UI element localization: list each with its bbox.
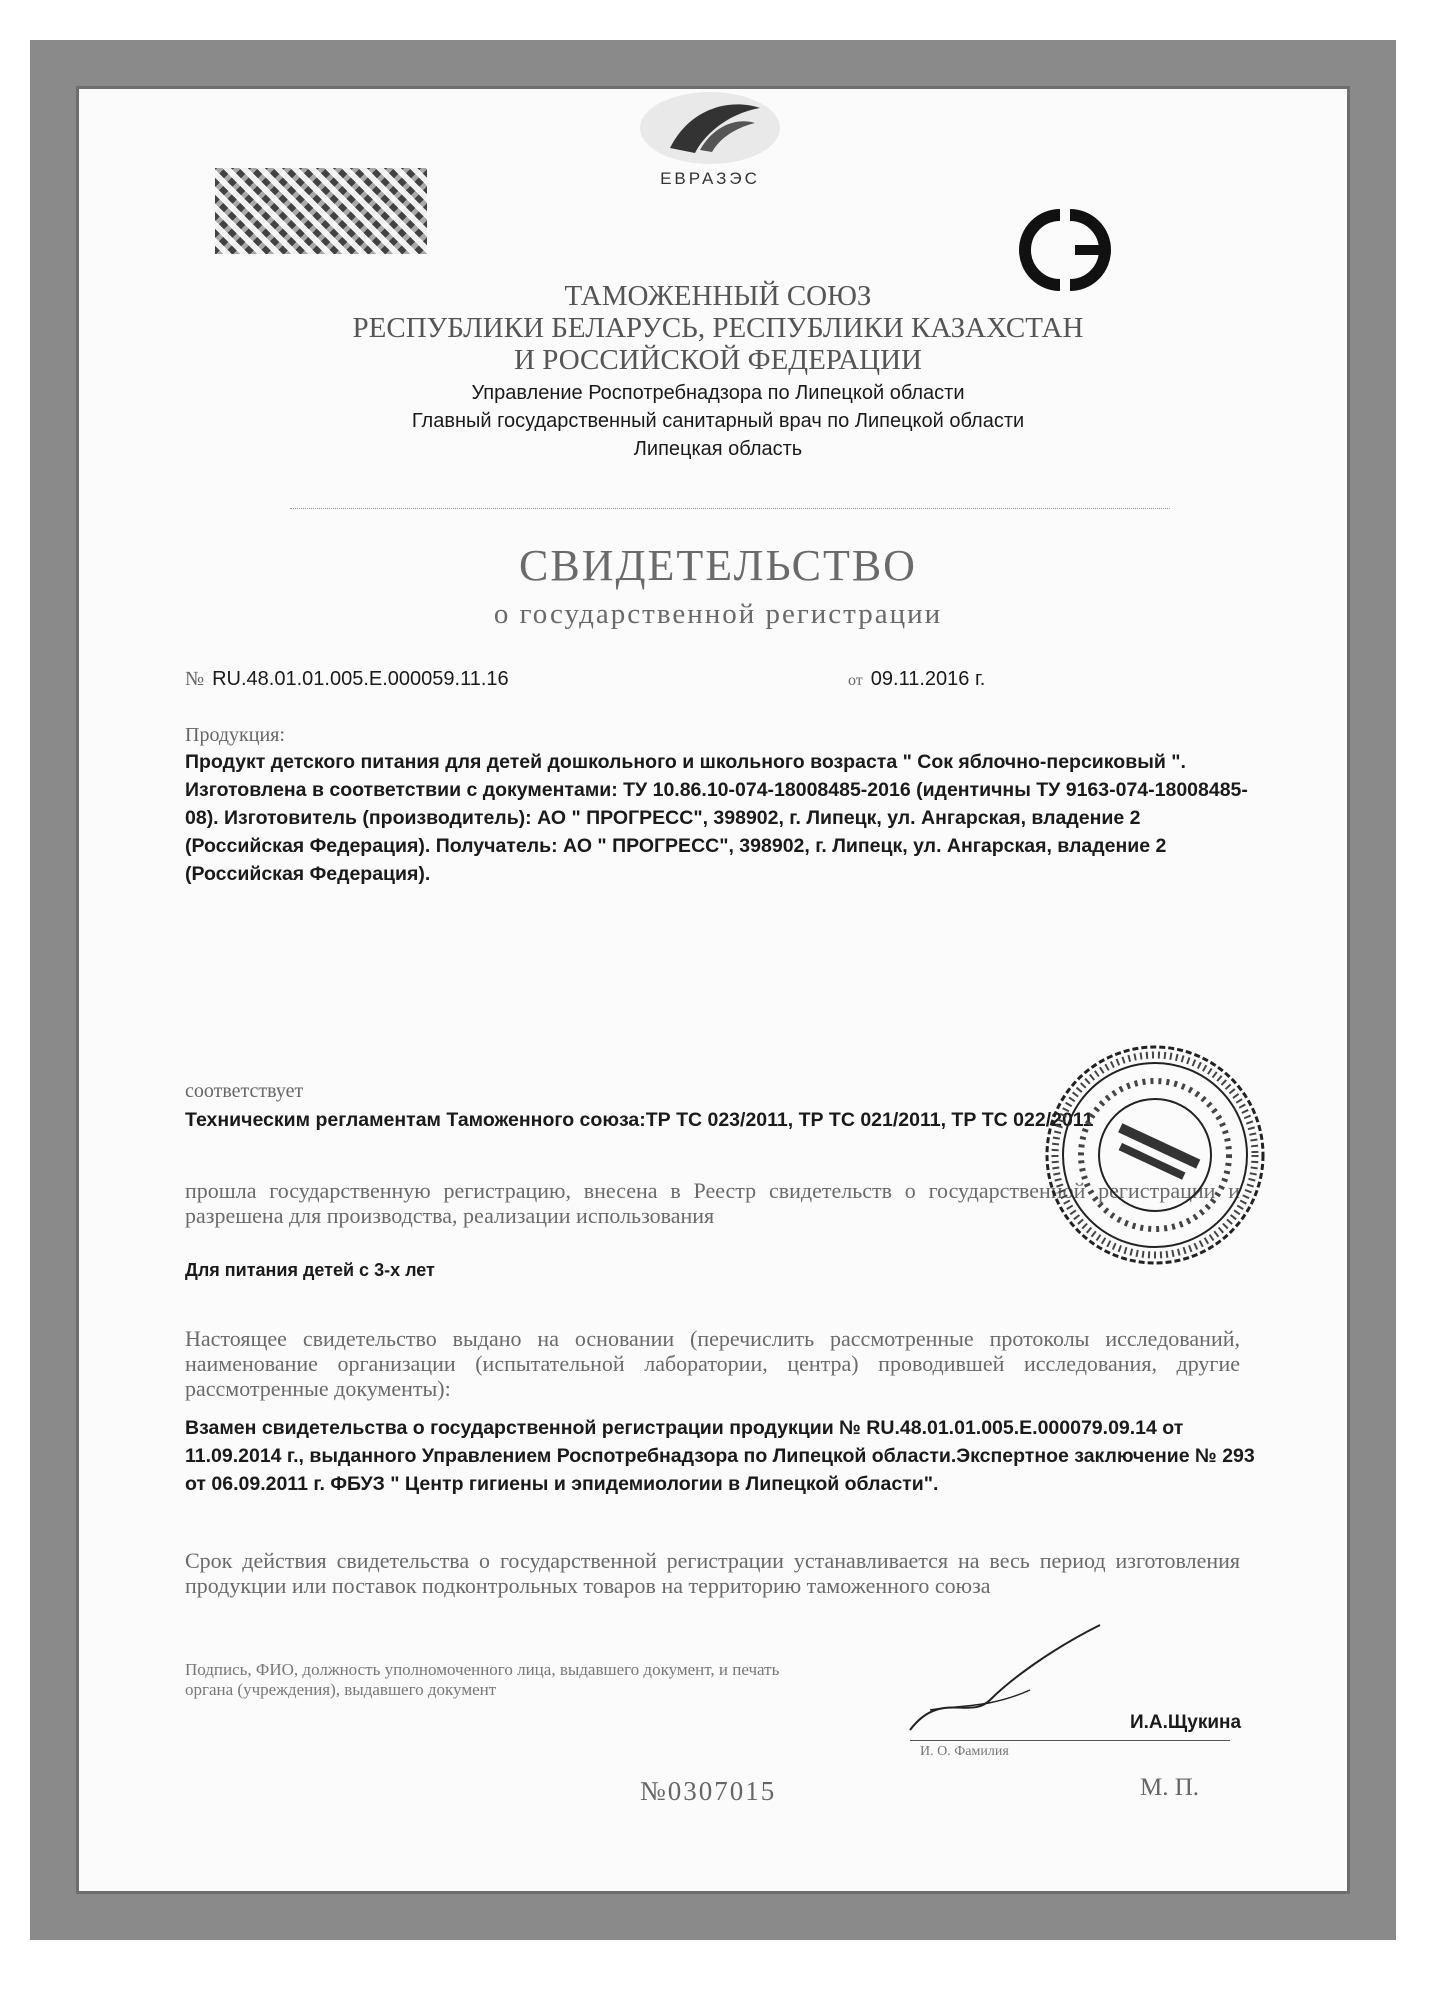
emblem-label: ЕВРАЗЭС <box>660 169 760 188</box>
document-title: СВИДЕТЕЛЬСТВО <box>519 541 917 590</box>
validity-text: Срок действия свидетельства о государственной регистрации устанавливается на весь период изготовления продукции или поставок подконтрольных товаров на территорию таможенного союза <box>185 1548 1240 1598</box>
union-countries-line: РЕСПУБЛИКИ БЕЛАРУСЬ, РЕСПУБЛИКИ КАЗАХСТАН <box>352 312 1084 344</box>
authority-line-3: Липецкая область <box>633 438 803 460</box>
authority-line-1: Управление Роспотребнадзора по Липецкой области <box>471 382 965 404</box>
form-number: №0307015 <box>640 1776 777 1806</box>
emblem-icon <box>610 78 810 168</box>
authority-line-2: Главный государственный санитарный врач по Липецкой области <box>411 410 1025 432</box>
number-value: RU.48.01.01.005.Е.000059.11.16 <box>212 668 509 690</box>
registration-text: прошла государственную регистрацию, внесена в Реестр свидетельств о государственной регистрации и разрешена для производства, реализации использования <box>185 1178 1240 1228</box>
qr-code <box>215 168 427 254</box>
signature-caption: И. О. Фамилия <box>920 1744 1009 1759</box>
mp-mark: М. П. <box>1140 1774 1200 1801</box>
date-prefix: от <box>848 672 863 689</box>
product-label: Продукция: <box>185 724 285 746</box>
union-federation-line: И РОССИЙСКОЙ ФЕДЕРАЦИИ <box>514 344 922 376</box>
signatory-name: И.А.Щукина <box>1130 1712 1242 1733</box>
document-subtitle: о государственной регистрации <box>493 598 943 630</box>
union-title: ТАМОЖЕННЫЙ СОЮЗ <box>564 280 872 312</box>
signature-label: Подпись, ФИО, должность уполномоченного лица, выдавшего документ, и печать органа (учреждения), выдавшего документ <box>185 1660 780 1699</box>
signature-underline <box>910 1740 1230 1741</box>
document-date <box>848 668 985 691</box>
usage-text: Для питания детей с 3-х лет <box>185 1260 435 1280</box>
basis-value: Взамен свидетельства о государственной регистрации продукции № RU.48.01.01.005.Е.000079.09.14 от 11.09.2014 г., выданного Управлением Роспотребнадзора по Липецкой области.Экспертное заключение № 293 от 06.09.2011 г. ФБУЗ " Центр гигиены и эпидемиологии в Липецкой области". <box>185 1417 1255 1495</box>
date-value: 09.11.2016 г. <box>870 668 986 690</box>
document-number <box>185 668 509 691</box>
signature-scribble-icon <box>900 1620 1120 1740</box>
divider <box>290 508 1170 509</box>
conformity-text: Техническим регламентам Таможенного союза:ТР ТС 023/2011, ТР ТС 021/2011, ТР ТС 022/2011 <box>185 1109 1094 1131</box>
company-seal-icon <box>1040 1040 1270 1270</box>
number-prefix: № <box>185 668 205 690</box>
conformity-label: соответствует <box>185 1080 304 1102</box>
product-description: Продукт детского питания для детей дошкольного и школьного возраста " Сок яблочно-персиковый ". Изготовлена в соответствии с документами: ТУ 10.86.10-074-18008485-2016 (идентичны ТУ 9163-074-18008485-08). Изготовитель (производитель): АО " ПРОГРЕСС", 398902, г. Липецк, ул. Ангарская, владение 2 (Российская Федерация). Получатель: АО " ПРОГРЕСС", 398902, г. Липецк, ул. Ангарская, владение 2 (Российская Федерация). <box>185 751 1248 885</box>
basis-text: Настоящее свидетельство выдано на основании (перечислить рассмотренные протоколы исследований, наименование организации (испытательной лаборатории, центра) проводившей исследования, другие рассмотренные документы): <box>185 1326 1240 1401</box>
eurasec-emblem <box>610 78 810 198</box>
